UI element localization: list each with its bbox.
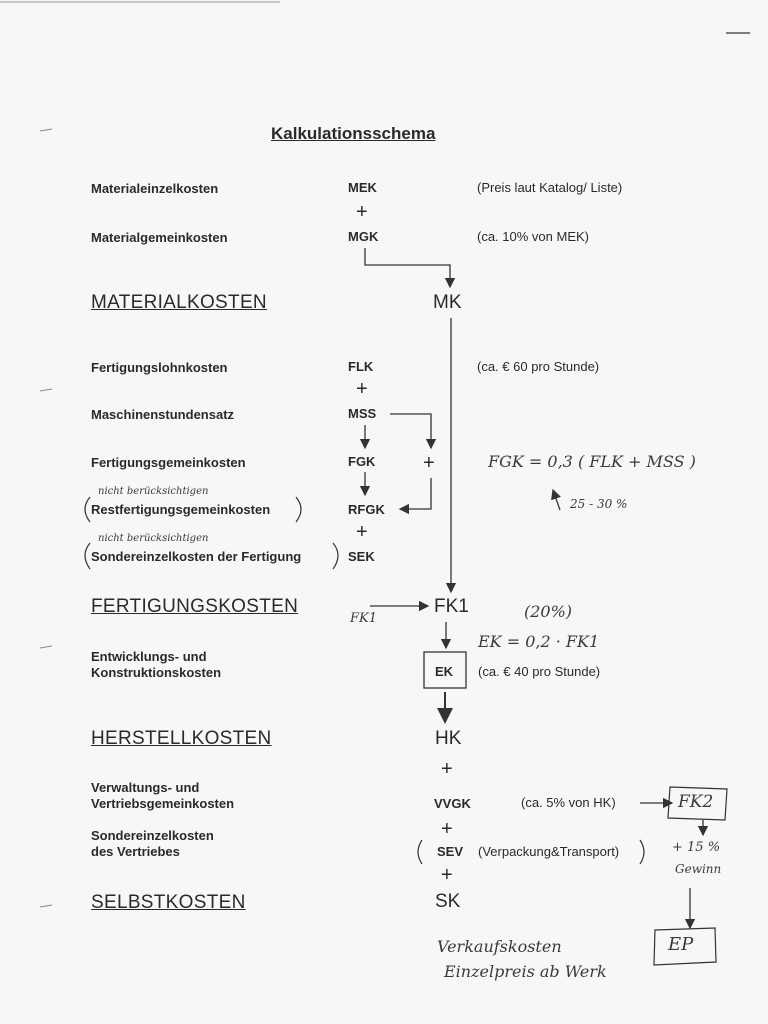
handwritten-unit-price: Einzelpreis ab Werk [444,962,607,981]
flk-abbr: FLK [348,359,374,374]
rfgk-label: Restfertigungsgemeinkosten [91,502,271,517]
handwritten-profit-word: Gewinn [675,862,722,876]
handwritten-fgk-range: 25 - 30 % [570,497,628,511]
paren-right-sev [640,840,644,864]
vvgk-label-line1: Verwaltungs- und [91,780,200,795]
materialkosten-heading: MATERIALKOSTEN [91,292,267,313]
mgk-abbr: MGK [348,229,379,244]
handwritten-fgk-formula: FGK = 0,3 ( FLK + MSS ) [488,452,696,471]
rfgk-abbr: RFGK [348,502,385,517]
selbstkosten-heading: SELBSTKOSTEN [91,892,246,913]
page-title: Kalkulationsschema [271,124,436,143]
handwritten-not-considered: nicht berücksichtigen [98,486,209,497]
plus-sign: + [441,818,453,840]
mgk-label: Materialgemeinkosten [91,230,228,245]
arrow-mss-right [390,414,431,448]
handwritten-not-considered: nicht berücksichtigen [98,533,209,544]
vvgk-label-line2: Vertriebsgemeinkosten [91,796,235,811]
sek-abbr: SEK [348,549,375,564]
handwritten-twenty-pct: (20%) [524,602,573,621]
handwritten-sales-cost: Verkaufskosten [437,937,562,956]
handwritten-fk1: FK1 [350,611,378,626]
herstellkosten-heading: HERSTELLKOSTEN [91,728,272,749]
paren-right-2 [333,543,338,569]
fgk-abbr: FGK [348,454,376,469]
paren-left-sev [418,840,422,864]
fertigungskosten-heading: FERTIGUNGSKOSTEN [91,596,299,617]
plus-sign: + [356,521,368,543]
fk1-abbr: FK1 [434,596,469,617]
sev-label-line1: Sondereinzelkosten [91,828,214,843]
plus-sign: + [356,201,368,223]
ek-abbr: EK [435,664,454,679]
vvgk-note: (ca. 5% von HK) [521,795,616,810]
flk-label: Fertigungslohnkosten [91,360,228,375]
paren-right-1 [296,497,301,522]
mek-note: (Preis laut Katalog/ Liste) [477,180,623,195]
sek-label: Sondereinzelkosten der Fertigung [91,549,302,564]
sev-note: (Verpackung&Transport) [478,844,620,859]
fgk-label: Fertigungsgemeinkosten [91,455,246,470]
mek-abbr: MEK [348,180,377,195]
hk-abbr: HK [435,728,462,749]
handwritten-profit-pct: + 15 % [672,840,721,855]
plus-sign: + [423,452,435,474]
arrow-mgk-mk [365,248,450,287]
plus-sign: + [356,378,368,400]
ek-label-line1: Entwicklungs- und [91,649,207,664]
ek-label-line2: Konstruktionskosten [91,665,222,680]
mgk-note: (ca. 10% von MEK) [477,229,589,244]
arrow-bracket-rfgk [400,478,431,509]
paren-left-1 [85,497,90,522]
mss-abbr: MSS [348,406,377,421]
handwritten-fk2: FK2 [678,792,714,812]
mk-abbr: MK [433,292,462,313]
paren-left-2 [85,543,90,569]
handwritten-ek-formula: EK = 0,2 · FK1 [478,632,600,651]
vvgk-abbr: VVGK [434,796,471,811]
mek-label: Materialeinzelkosten [91,181,219,196]
sev-label-line2: des Vertriebes [91,844,180,859]
sk-abbr: SK [435,891,461,912]
flk-note: (ca. € 60 pro Stunde) [477,359,600,374]
arrow-range [553,490,560,510]
handwritten-ep: EP [668,934,694,955]
sev-abbr: SEV [437,844,464,859]
mss-label: Maschinenstundensatz [91,407,235,422]
plus-sign: + [441,758,453,780]
ek-note: (ca. € 40 pro Stunde) [478,664,601,679]
plus-sign: + [441,864,453,886]
